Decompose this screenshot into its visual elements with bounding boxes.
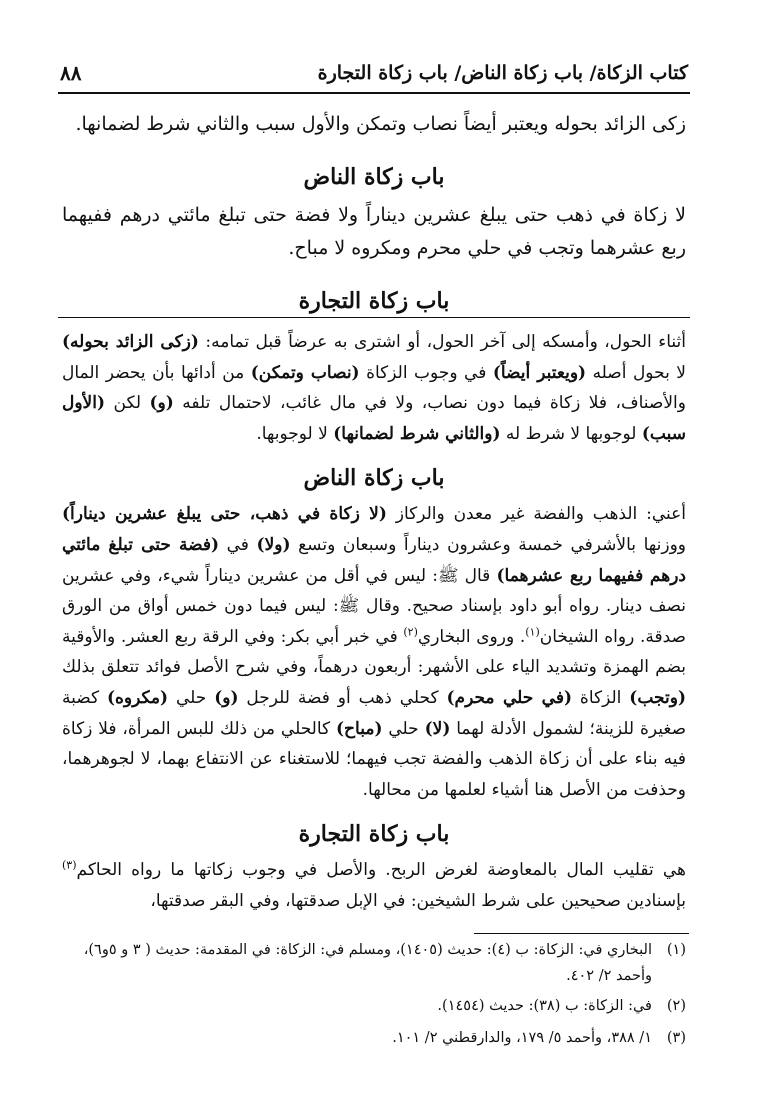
- footnote-text: ١/ ٣٨٨، وأحمد ٥/ ١٧٩، والدارقطني ٢/ ١٠١.: [392, 1030, 652, 1046]
- text-run: بإسنادين صحيحين على شرط الشيخين: في الإبل صدقتها، وفي البقر صدقتها،: [150, 890, 686, 911]
- matn-nadh-text: لا زكاة في ذهب حتى يبلغ عشرين ديناراً ولا فضة حتى تبلغ مائتي درهم ففيهما ربع عشرهما وتجب في حلي محرم ومكروه لا مباح.: [62, 204, 686, 259]
- text-run: الزكاة: [572, 687, 630, 708]
- sharh-section: [62, 327, 686, 917]
- footnote-number: (٣): [666, 1030, 686, 1046]
- text-run: لوجوبها لا شرط له: [500, 423, 642, 444]
- text-run: قال ﷺ: ليس في أقل من عشرين ديناراً شيء، وفي عشرين نصف دينار. رواه أبو داود بإسناد صحيح. وقال ﷺ: ليس فيما دون خمس أواق من الورق صدقة. رواه الشيخان: [62, 565, 686, 647]
- matn-quote: (و): [214, 687, 239, 708]
- matn-quote: (ويعتبر أيضاً): [492, 362, 587, 383]
- footnote: [62, 937, 686, 989]
- matn-quote: (و): [149, 393, 174, 414]
- text-run: أثناء الحول، وأمسكه إلى آخر الحول، أو اشترى به عرضاً قبل تمامه:: [198, 332, 686, 352]
- text-run: من أدائها بأن يحضر المال والأصناف، فلا زكاة فيما دون نصاب، ولا في مال غائب، لاحتمال تلفه: [62, 362, 686, 414]
- text-run: . وروى البخاري: [417, 626, 526, 647]
- text-run: حلي: [382, 718, 425, 739]
- text-run: هي تقليب المال بالمعاوضة لغرض الربح. والأصل في وجوب زكاتها ما رواه الحاكم: [76, 860, 686, 881]
- footnote-marker: (٢): [403, 625, 418, 639]
- text-run: ووزنها بالأشرفي خمسة وعشرون ديناراً وسبعان وتسع: [290, 534, 686, 555]
- footnote-rule: [474, 933, 689, 934]
- matn-quote: (مباح): [336, 718, 383, 739]
- text-run: لا بحول أصله: [586, 362, 686, 383]
- matn-quote: (فضة حتى تبلغ مائتي درهم ففيهما ربع عشرهما): [62, 534, 686, 586]
- footnote-text: في: الزكاة: ب (٣٨): حديث (١٤٥٤).: [437, 998, 652, 1014]
- text-run: في: [219, 534, 257, 555]
- header-rule: [58, 92, 690, 94]
- footnote: [62, 1025, 686, 1051]
- matn-quote: (لا): [424, 718, 451, 739]
- sharh-heading-nadh: باب زكاة الناض: [303, 465, 445, 492]
- footnote-number: (٢): [666, 998, 686, 1014]
- sharh-paragraph-1: [62, 327, 686, 449]
- page-header: [60, 58, 688, 88]
- text-run: حلي: [168, 687, 215, 708]
- sharh-heading-tijara: باب زكاة التجارة: [298, 821, 450, 848]
- matn-heading-tijara: باب زكاة التجارة: [298, 288, 450, 314]
- matn-quote: (مكروه): [106, 687, 169, 708]
- matn-section: [62, 108, 686, 323]
- matn-quote: (لا زكاة في ذهب، حتى يبلغ عشرين ديناراً): [62, 504, 387, 525]
- matn-sharh-divider: [58, 317, 690, 318]
- matn-quote: (والثاني شرط لضمانها): [333, 423, 501, 444]
- text-run: لكن: [105, 393, 150, 414]
- text-run: كحلي ذهب أو فضة للرجل: [238, 687, 447, 708]
- footnote-text: البخاري في: الزكاة: ب (٤): حديث (١٤٠٥)، ومسلم في: الزكاة: في المقدمة: حديث ( ٣ و ٥و٦)، وأحمد ٢/ ٤٠٢.: [83, 942, 652, 984]
- text-run: في وجوب الزكاة: [359, 362, 493, 383]
- matn-quote: (وتجب): [629, 687, 686, 708]
- matn-quote: (في حلي محرم): [446, 687, 573, 708]
- text-run: لا لوجوبها.: [256, 423, 334, 444]
- matn-quote: (زكى الزائد بحوله): [62, 332, 199, 352]
- text-run: أعني: الذهب والفضة غير معدن والركاز: [386, 504, 686, 525]
- text-run: كضبة صغيرة للزينة؛ لشمول الأدلة لهما: [62, 687, 687, 739]
- footnote: [62, 993, 686, 1019]
- running-head: كتاب الزكاة/ باب زكاة الناض/ باب زكاة التجارة: [317, 62, 688, 84]
- footnotes: [62, 937, 686, 1051]
- footnote-number: (١): [666, 942, 686, 958]
- matn-heading-nadh: باب زكاة الناض: [303, 164, 445, 190]
- matn-quote: (نصاب وتمكن): [250, 362, 360, 383]
- matn-quote: (ولا): [256, 534, 291, 555]
- text-run: في خبر أبي بكر: وفي الرقة ربع العشر. والأوقية بضم الهمزة وتشديد الياء على الأشهر: أربعون درهماً، وفي شرح الأصل فوائد تتعلق بذلك: [62, 626, 686, 678]
- matn-quote: (الأول سبب): [62, 393, 686, 444]
- page-number: ٨٨: [60, 61, 82, 85]
- sharh-paragraph-2: [62, 499, 686, 805]
- footnote-marker: (٣): [62, 858, 77, 872]
- matn-intro: زكى الزائد بحوله ويعتبر أيضاً نصاب وتمكن والأول سبب والثاني شرط لضمانها.: [75, 113, 686, 135]
- footnote-marker: (١): [525, 625, 540, 639]
- sharh-paragraph-3: [62, 855, 686, 916]
- text-run: كالحلي من ذلك للبس المرأة، فلا زكاة فيه بناء على أن زكاة الذهب والفضة تجب فيهما؛ للاستغناء عن الانتفاع بهما، لا لجوهرهما، وحذفت من الأصل هنا أشياء لعلمها من محالها.: [62, 718, 686, 800]
